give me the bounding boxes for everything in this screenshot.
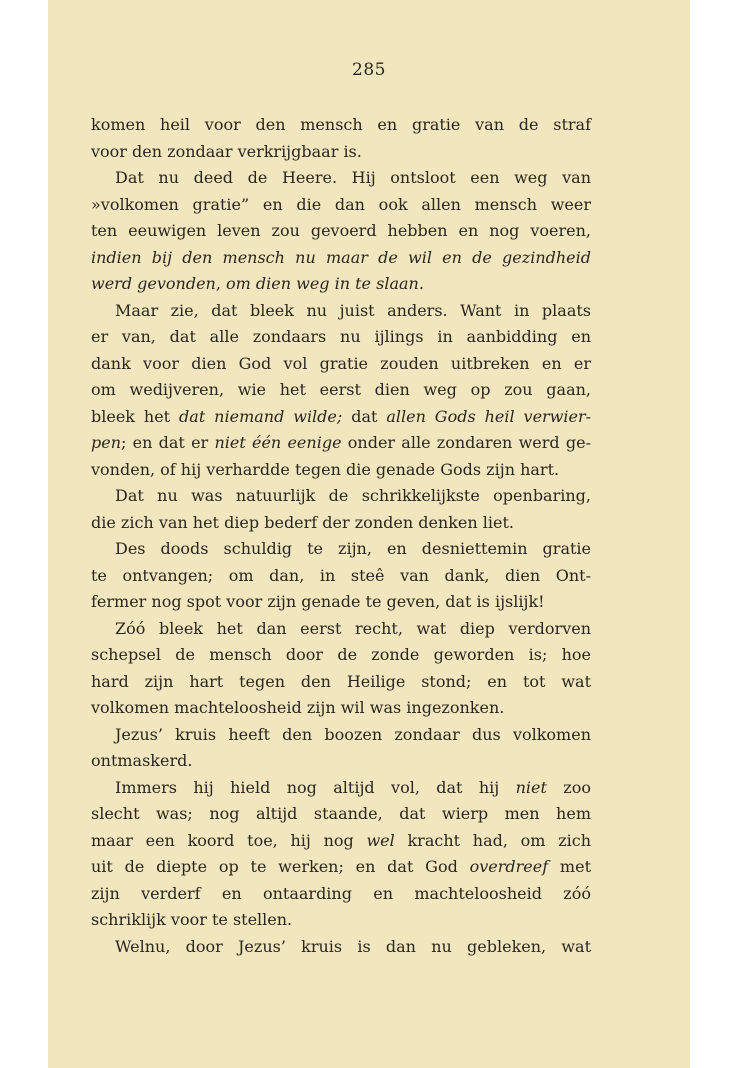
text-line: [91, 616, 591, 643]
text-line: [91, 854, 591, 881]
text-segment: Zóó bleek het dan eerst recht, wat diep verdorven: [115, 618, 591, 638]
text-segment: maar een koord toe, hij nog: [91, 830, 367, 850]
text-segment: ,: [215, 274, 227, 293]
page-number: 285: [352, 60, 386, 80]
text-line: [91, 563, 591, 590]
italic-text: werd gevonden: [91, 274, 216, 293]
text-segment: zijn verderf en ontaarding en machteloosheid zóó: [91, 883, 591, 903]
italic-text: niet: [515, 777, 547, 797]
italic-text: niet één eenige: [214, 433, 342, 452]
text-line: [91, 669, 591, 696]
text-line: [91, 298, 591, 325]
text-line: [91, 377, 591, 404]
text-segment: te ontvangen; om dan, in steê van dank, dien Ont-: [91, 565, 591, 585]
text-segment: schepsel de mensch door de zonde geworden is; hoe: [91, 645, 591, 664]
text-line: [91, 192, 591, 219]
text-segment: ontmaskerd.: [91, 751, 193, 770]
text-segment: zoo: [546, 777, 591, 797]
text-line: [91, 722, 591, 749]
text-segment: volkomen machteloosheid zijn wil was ingezonken.: [91, 698, 505, 717]
text-segment: ten eeuwigen leven zou gevoerd hebben en nog voeren,: [91, 221, 591, 240]
text-segment: bleek het: [91, 406, 180, 426]
text-line: [91, 510, 591, 537]
text-line: [91, 112, 591, 139]
text-segment: met: [548, 857, 592, 876]
text-line: [91, 907, 591, 934]
text-line: [91, 536, 591, 563]
text-line: [91, 430, 591, 457]
text-line: [91, 775, 591, 802]
text-segment: er van, dat alle zondaars nu ijlings in aanbidding en: [91, 327, 591, 346]
text-line: [91, 245, 591, 272]
text-line: [91, 218, 591, 245]
text-segment: Jezus’ kruis heeft den boozen zondaar dus volkomen: [115, 724, 591, 744]
text-segment: Immers hij hield nog altijd vol, dat hij: [115, 777, 516, 797]
text-line: [91, 695, 591, 722]
text-segment: »volkomen gratie” en die dan ook allen mensch weer: [91, 194, 591, 214]
text-line: [91, 271, 591, 298]
text-segment: Maar zie, dat bleek nu juist anders. Want in plaats: [115, 300, 591, 320]
italic-text: allen Gods heil verwier-: [386, 406, 592, 426]
italic-text: pen: [91, 433, 122, 452]
italic-text: wel: [366, 830, 395, 850]
text-segment: die zich van het diep bederf der zonden denken liet.: [91, 512, 515, 532]
italic-text: om dien weg in te slaan.: [226, 274, 424, 293]
text-line: [91, 828, 591, 855]
text-line: [91, 165, 591, 192]
text-segment: Des doods schuldig te zijn, en desniettemin gratie: [115, 539, 591, 558]
text-segment: fermer nog spot voor zijn genade te geven, dat is ijslijk!: [91, 592, 545, 611]
text-segment: komen heil voor den mensch en gratie van de straf: [91, 115, 591, 134]
italic-text: overdreef: [469, 857, 549, 876]
text-segment: Dat nu deed de Heere. Hij ontsloot een weg van: [115, 168, 591, 187]
body-text: [91, 112, 591, 960]
text-segment: schriklijk voor te stellen.: [91, 910, 293, 929]
text-segment: ; en dat er: [121, 433, 215, 452]
text-line: [91, 351, 591, 378]
book-page: [48, 0, 690, 1068]
text-segment: uit de diepte op te werken; en dat God: [91, 857, 470, 876]
text-segment: vonden, of hij verhardde tegen die genade Gods zijn hart.: [91, 459, 560, 479]
text-line: [91, 404, 591, 431]
text-line: [91, 801, 591, 828]
text-line: [91, 589, 591, 616]
text-line: [91, 881, 591, 908]
text-line: [91, 483, 591, 510]
text-line: [91, 642, 591, 669]
italic-text: indien bij den mensch nu maar de wil en de gezindheid: [91, 247, 591, 267]
italic-text: dat niemand wilde;: [179, 406, 343, 426]
text-line: [91, 139, 591, 166]
text-segment: voor den zondaar verkrijgbaar is.: [91, 141, 362, 161]
text-segment: Welnu, door Jezus’ kruis is dan nu gebleken, wat: [115, 936, 591, 956]
text-line: [91, 934, 591, 961]
text-segment: Dat nu was natuurlijk de schrikkelijkste openbaring,: [115, 486, 591, 505]
text-segment: onder alle zondaren werd ge-: [341, 433, 591, 452]
text-line: [91, 324, 591, 351]
text-segment: hard zijn hart tegen den Heilige stond; en tot wat: [91, 671, 591, 691]
text-segment: kracht had, om zich: [394, 830, 592, 850]
text-segment: dank voor dien God vol gratie zouden uitbreken en er: [91, 353, 591, 373]
text-line: [91, 748, 591, 775]
text-line: [91, 457, 591, 484]
text-segment: om wedijveren, wie het eerst dien weg op zou gaan,: [91, 380, 591, 399]
text-segment: slecht was; nog altijd staande, dat wierp men hem: [91, 804, 591, 823]
text-segment: dat: [342, 406, 387, 426]
